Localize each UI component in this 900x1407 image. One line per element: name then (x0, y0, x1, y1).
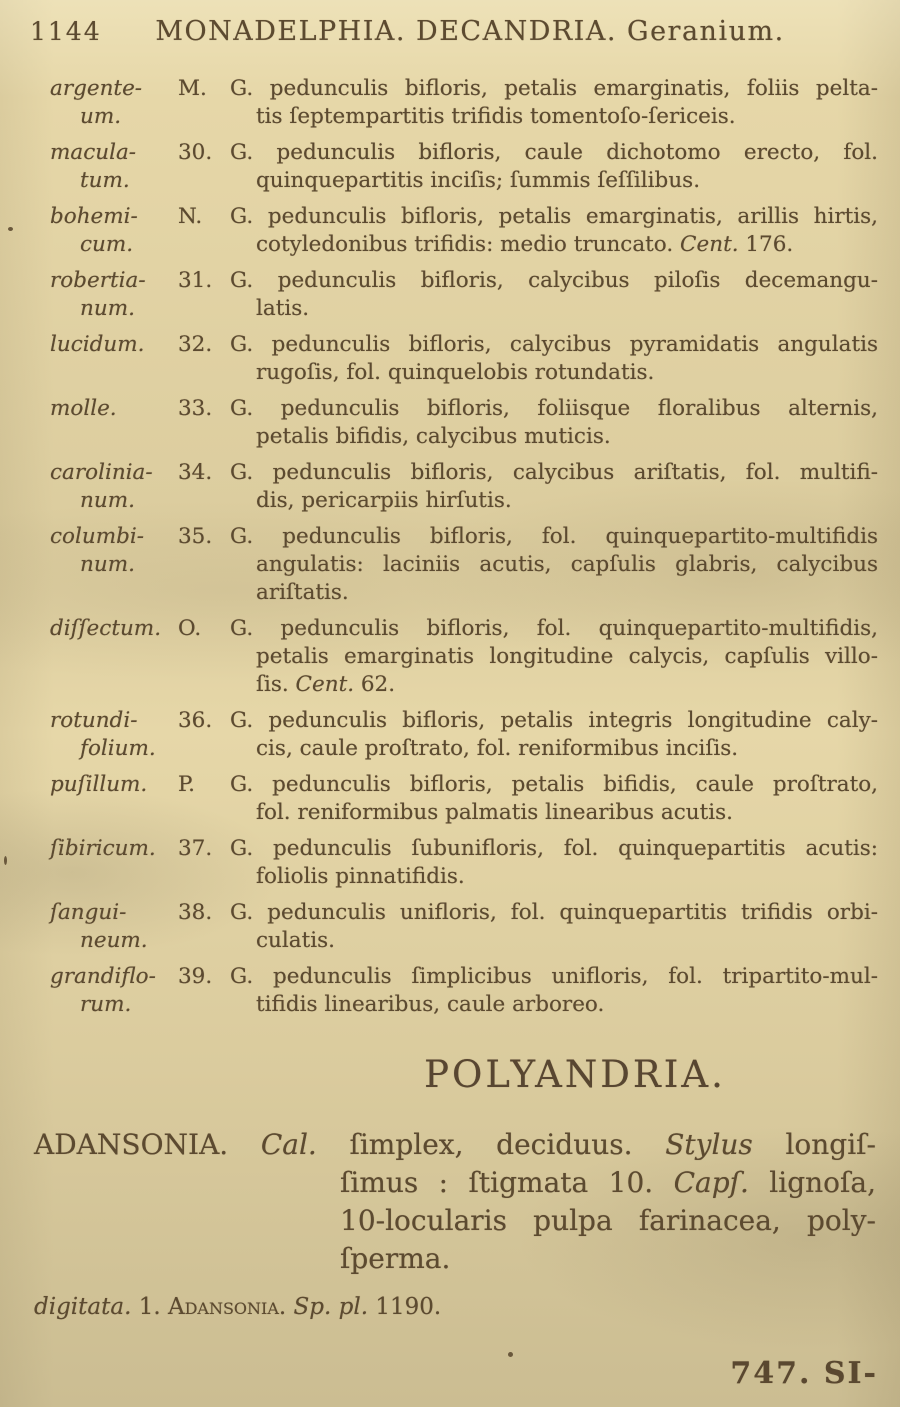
description-line (230, 331, 878, 359)
text-segment: tis ſeptempartitis trifidis tomentoſo-ſericeis. (256, 104, 736, 129)
text-segment: digitata. (34, 1294, 132, 1320)
margin-label-line: folium. (80, 736, 156, 761)
description-line (230, 615, 878, 643)
margin-label (50, 203, 178, 259)
species-entry (50, 899, 878, 955)
species-number: 32. (178, 332, 213, 357)
species-entry (50, 331, 878, 387)
margin-label-line: rotundi- (50, 708, 138, 733)
species-number: 35. (178, 524, 213, 549)
species-description (230, 75, 878, 131)
adansonia-paragraph (34, 1126, 876, 1278)
text-segment: Adansonia. (167, 1294, 287, 1320)
species-number: 33. (178, 396, 213, 421)
species-entry (50, 459, 878, 515)
text-segment: ſperma. (340, 1242, 451, 1275)
species-description (230, 203, 878, 259)
text-segment: Cal. (260, 1128, 317, 1161)
margin-label-line: carolinia- (50, 460, 153, 485)
margin-label-line: columbi- (50, 524, 144, 549)
text-segment: G. pedunculis bifloris, petalis bifidis, caule proſtrato, (230, 772, 878, 797)
margin-label-line: macula- (50, 140, 137, 165)
margin-label-line: num. (80, 552, 135, 577)
text-segment: latis. (256, 296, 310, 321)
species-list (0, 75, 900, 1019)
text-segment: cis, caule proſtrato, fol. reniformibus inciſis. (256, 736, 739, 761)
description-line (230, 927, 878, 955)
genus-line (34, 1164, 876, 1202)
description-line (230, 395, 878, 423)
description-line (230, 899, 878, 927)
margin-label (50, 75, 178, 131)
text-segment: cotyledonibus trifidis: medio truncato. (256, 232, 681, 257)
text-segment: ſis. (256, 672, 296, 697)
species-number: 30. (178, 140, 213, 165)
text-segment: Sp. pl. (293, 1294, 369, 1320)
margin-label (50, 331, 178, 387)
text-segment: Stylus (665, 1128, 753, 1161)
text-segment: G. pedunculis bifloris, foliisque floralibus alternis, (230, 396, 878, 421)
text-segment: G. pedunculis bifloris, calycibus ariſtatis, fol. multifi- (230, 460, 878, 485)
digitata-species-line (34, 1294, 876, 1320)
description-line (230, 487, 878, 515)
text-segment: G. pedunculis bifloris, petalis integris longitudine caly- (230, 708, 878, 733)
text-segment: dis, pericarpiis hirſutis. (256, 488, 512, 513)
text-segment: Capſ. (673, 1166, 749, 1199)
description-line (230, 771, 878, 799)
margin-label (50, 395, 178, 451)
genus-line (34, 1202, 876, 1240)
margin-label-line: ſangui- (50, 900, 127, 925)
species-number: P. (178, 772, 195, 797)
text-segment: ſimus : ſtigmata 10. (340, 1166, 674, 1199)
species-entry (50, 139, 878, 195)
description-line (230, 643, 878, 671)
margin-label (50, 707, 178, 763)
description-line (230, 231, 878, 259)
description-line (230, 863, 878, 891)
species-description (230, 771, 878, 827)
description-line (230, 295, 878, 323)
species-entry (50, 963, 878, 1019)
page-number: 1144 (30, 17, 102, 46)
margin-label-line: cum. (80, 232, 134, 257)
species-description (230, 523, 878, 607)
species-description (230, 963, 878, 1019)
text-segment: petalis bifidis, calycibus muticis. (256, 424, 611, 449)
ink-speck (4, 856, 7, 865)
polyandria-heading: POLYANDRIA. (424, 1053, 726, 1096)
text-segment: rugoſis, fol. quinquelobis rotundatis. (256, 360, 655, 385)
text-segment: G. pedunculis bifloris, fol. quinquepartito-multifidis, (230, 616, 878, 641)
species-entry (50, 75, 878, 131)
species-number: 37. (178, 836, 213, 861)
text-segment: culatis. (256, 928, 335, 953)
margin-label-line: bohemi- (50, 204, 138, 229)
species-entry (50, 835, 878, 891)
margin-label-line: puſillum. (50, 772, 148, 797)
text-segment: fol. reniformibus palmatis linearibus acutis. (256, 800, 733, 825)
description-line (230, 551, 878, 579)
description-line (230, 459, 878, 487)
margin-label-line: rum. (80, 992, 132, 1017)
species-entry (50, 267, 878, 323)
margin-label (50, 459, 178, 515)
margin-label-line: argente- (50, 76, 143, 101)
text-segment: petalis emarginatis longitudine calycis, capſulis villo- (256, 644, 878, 669)
text-segment: tifidis linearibus, caule arboreo. (256, 992, 605, 1017)
description-line (230, 203, 878, 231)
species-entry (50, 203, 878, 259)
description-line (230, 167, 878, 195)
margin-label-line: num. (80, 296, 135, 321)
species-description (230, 707, 878, 763)
text-segment: ſimplex, deciduus. (316, 1128, 666, 1161)
margin-label (50, 835, 178, 891)
species-description (230, 139, 878, 195)
text-segment: Cent. (680, 232, 739, 257)
text-segment: ariſtatis. (256, 580, 349, 605)
description-line (230, 991, 878, 1019)
text-segment: G. pedunculis bifloris, petalis emarginatis, arillis hirtis, (230, 204, 878, 229)
text-segment: ADANSONIA. (34, 1128, 261, 1161)
description-line (230, 735, 878, 763)
species-number: O. (178, 616, 202, 641)
description-line (230, 799, 878, 827)
text-segment: G. pedunculis bifloris, calycibus piloſis decemangu- (230, 268, 878, 293)
margin-label-line: lucidum. (50, 332, 145, 357)
species-description (230, 835, 878, 891)
margin-label (50, 899, 178, 955)
text-segment: G. pedunculis bifloris, petalis emarginatis, foliis pelta- (230, 76, 878, 101)
text-segment: angulatis: laciniis acutis, capſulis glabris, calycibus (256, 552, 878, 577)
margin-label-line: neum. (80, 928, 148, 953)
page-header (0, 0, 900, 47)
text-segment: longiſ- (752, 1128, 876, 1161)
description-line (230, 139, 878, 167)
margin-label-line: num. (80, 488, 135, 513)
margin-label (50, 615, 178, 699)
text-segment: 176. (738, 232, 794, 257)
catchword: 747. SI- (730, 1356, 878, 1391)
margin-label-line: diſſectum. (50, 616, 162, 641)
species-number: 36. (178, 708, 213, 733)
description-line (230, 267, 878, 295)
species-entry (50, 771, 878, 827)
species-entry (50, 707, 878, 763)
description-line (230, 707, 878, 735)
text-segment: Cent. (295, 672, 355, 697)
species-number: 39. (178, 964, 213, 989)
margin-label (50, 523, 178, 607)
species-description (230, 459, 878, 515)
species-description (230, 615, 878, 699)
margin-label-line: molle. (50, 396, 117, 421)
margin-label (50, 771, 178, 827)
text-segment: 1. (131, 1294, 168, 1320)
margin-label-line: ſibiricum. (50, 836, 156, 861)
description-line (230, 963, 878, 991)
margin-label-line: grandiflo- (50, 964, 156, 989)
description-line (230, 75, 878, 103)
margin-label (50, 963, 178, 1019)
text-segment: 10-locularis pulpa farinacea, poly- (340, 1204, 876, 1237)
description-line (230, 835, 878, 863)
ink-speck (8, 227, 13, 231)
species-description (230, 267, 878, 323)
species-description (230, 899, 878, 955)
species-number: 34. (178, 460, 213, 485)
text-segment: foliolis pinnatifidis. (256, 864, 465, 889)
running-header: MONADELPHIA. DECANDRIA. Geranium. (155, 16, 785, 47)
text-segment: G. pedunculis bifloris, caule dichotomo erecto, fol. (230, 140, 878, 165)
species-entry (50, 523, 878, 607)
ink-speck (508, 1352, 513, 1357)
genus-line (34, 1240, 876, 1278)
text-segment: lignoſa, (748, 1166, 876, 1199)
species-description (230, 395, 878, 451)
text-segment: 1190. (368, 1294, 442, 1320)
text-segment: 62. (354, 672, 396, 697)
species-entry (50, 395, 878, 451)
margin-label (50, 139, 178, 195)
text-segment: quinquepartitis inciſis; ſummis ſeſſilibus. (256, 168, 701, 193)
description-line (230, 671, 878, 699)
species-entry (50, 615, 878, 699)
margin-label-line: tum. (80, 168, 130, 193)
text-segment: G. pedunculis unifloris, fol. quinquepartitis trifidis orbi- (230, 900, 878, 925)
species-number: N. (178, 204, 203, 229)
text-segment: G. pedunculis ſubunifloris, fol. quinquepartitis acutis: (230, 836, 878, 861)
margin-label-line: robertia- (50, 268, 146, 293)
description-line (230, 523, 878, 551)
genus-line (34, 1126, 876, 1164)
description-line (230, 579, 878, 607)
description-line (230, 359, 878, 387)
margin-label (50, 267, 178, 323)
species-number: 38. (178, 900, 213, 925)
species-number: M. (178, 76, 207, 101)
description-line (230, 103, 878, 131)
species-number: 31. (178, 268, 213, 293)
margin-label-line: um. (80, 104, 122, 129)
description-line (230, 423, 878, 451)
text-segment: G. pedunculis bifloris, calycibus pyramidatis angulatis (230, 332, 878, 357)
species-description (230, 331, 878, 387)
text-segment (286, 1294, 293, 1320)
text-segment: G. pedunculis ſimplicibus unifloris, fol. tripartito-mul- (230, 964, 878, 989)
text-segment: G. pedunculis bifloris, fol. quinquepartito-multifidis (230, 524, 878, 549)
